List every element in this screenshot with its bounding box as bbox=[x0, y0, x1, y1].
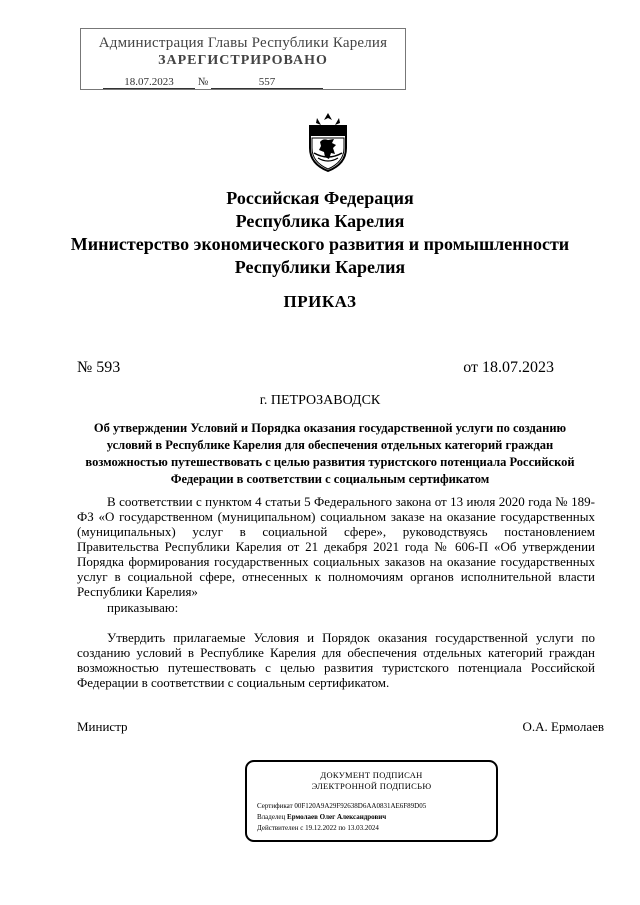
esig-certificate-row bbox=[257, 801, 496, 812]
stamp-reg-number: 557 bbox=[211, 76, 323, 89]
preamble-paragraph: В соответствии с пунктом 4 статьи 5 Федерального закона от 13 июля 2020 года № 189-ФЗ «О государственном (муниципальном) социальном заказе на оказание государственных (муниципальных) услуг в социальной сфере», руководствуясь постановлением Правительства Республики Карелия от 21 декабря 2021 года № 606-П «Об утверждении Порядка формирования государственных социальных заказов на оказание государственных услуг в социальной сфере, отнесенных к полномочиям органов исполнительной власти Республики Карелия» bbox=[77, 494, 595, 599]
esig-title-line2: ЭЛЕКТРОННОЙ ПОДПИСЬЮ bbox=[311, 781, 432, 791]
esig-owner-value: Ермолаев Олег Александрович bbox=[287, 813, 387, 821]
header-country: Российская Федерация bbox=[226, 188, 414, 208]
order-number: № 593 bbox=[77, 359, 121, 376]
esig-validity-row bbox=[257, 823, 496, 834]
esig-valid-from-label: с bbox=[300, 824, 304, 832]
karelia-coat-of-arms-icon bbox=[307, 112, 349, 172]
order-subject: Об утверждении Условий и Порядка оказания государственной услуги по созданию условий в Республике Карелия для обеспечения отдельных категорий граждан возможностью путешествовать с целью развития туристского потенциала Российской Федерации в соответствии с социальным сертификатом bbox=[85, 421, 575, 486]
prikazyvayu-text: приказываю: bbox=[107, 600, 179, 615]
stamp-org: Администрация Главы Республики Карелия bbox=[98, 35, 388, 51]
header-ministry: Министерство экономического развития и промышленности bbox=[70, 234, 570, 254]
stamp-reg-line bbox=[103, 76, 323, 89]
stamp-registered: ЗАРЕГИСТРИРОВАНО bbox=[158, 53, 328, 68]
signer-name: О.А. Ермолаев bbox=[522, 719, 604, 734]
order-city: г. ПЕТРОЗАВОДСК bbox=[259, 393, 381, 408]
esig-title bbox=[247, 770, 496, 792]
esig-cert-value: 00F120A9A29F92638D6AA0831AE6F89D05 bbox=[294, 802, 427, 810]
esig-valid-to: 13.03.2024 bbox=[347, 824, 379, 832]
esig-owner-label: Владелец bbox=[257, 813, 286, 821]
esig-owner-row bbox=[257, 812, 496, 823]
signer-position: Министр bbox=[77, 719, 128, 734]
header-republic: Республика Карелия bbox=[235, 211, 405, 231]
resolution-paragraph: Утвердить прилагаемые Условия и Порядок оказания государственной услуги по созданию условий в Республике Карелия для обеспечения отдельных категорий граждан возможностью путешествовать с целью развития туристского потенциала Российской Федерации в соответствии с социальным сертификатом. bbox=[77, 630, 595, 690]
stamp-num-label: № bbox=[197, 76, 209, 88]
esig-valid-from: 19.12.2022 bbox=[305, 824, 337, 832]
electronic-signature-box bbox=[245, 760, 498, 842]
stamp-reg-date: 18.07.2023 bbox=[103, 76, 195, 89]
esig-title-line1: ДОКУМЕНТ ПОДПИСАН bbox=[320, 770, 423, 780]
esig-valid-to-label: по bbox=[338, 824, 346, 832]
order-date: от 18.07.2023 bbox=[463, 359, 554, 376]
header-ministry-region: Республики Карелия bbox=[234, 257, 406, 277]
esig-valid-label: Действителен bbox=[257, 824, 299, 832]
document-type: ПРИКАЗ bbox=[283, 292, 357, 311]
registration-stamp bbox=[80, 28, 406, 90]
esig-cert-label: Сертификат bbox=[257, 802, 293, 810]
